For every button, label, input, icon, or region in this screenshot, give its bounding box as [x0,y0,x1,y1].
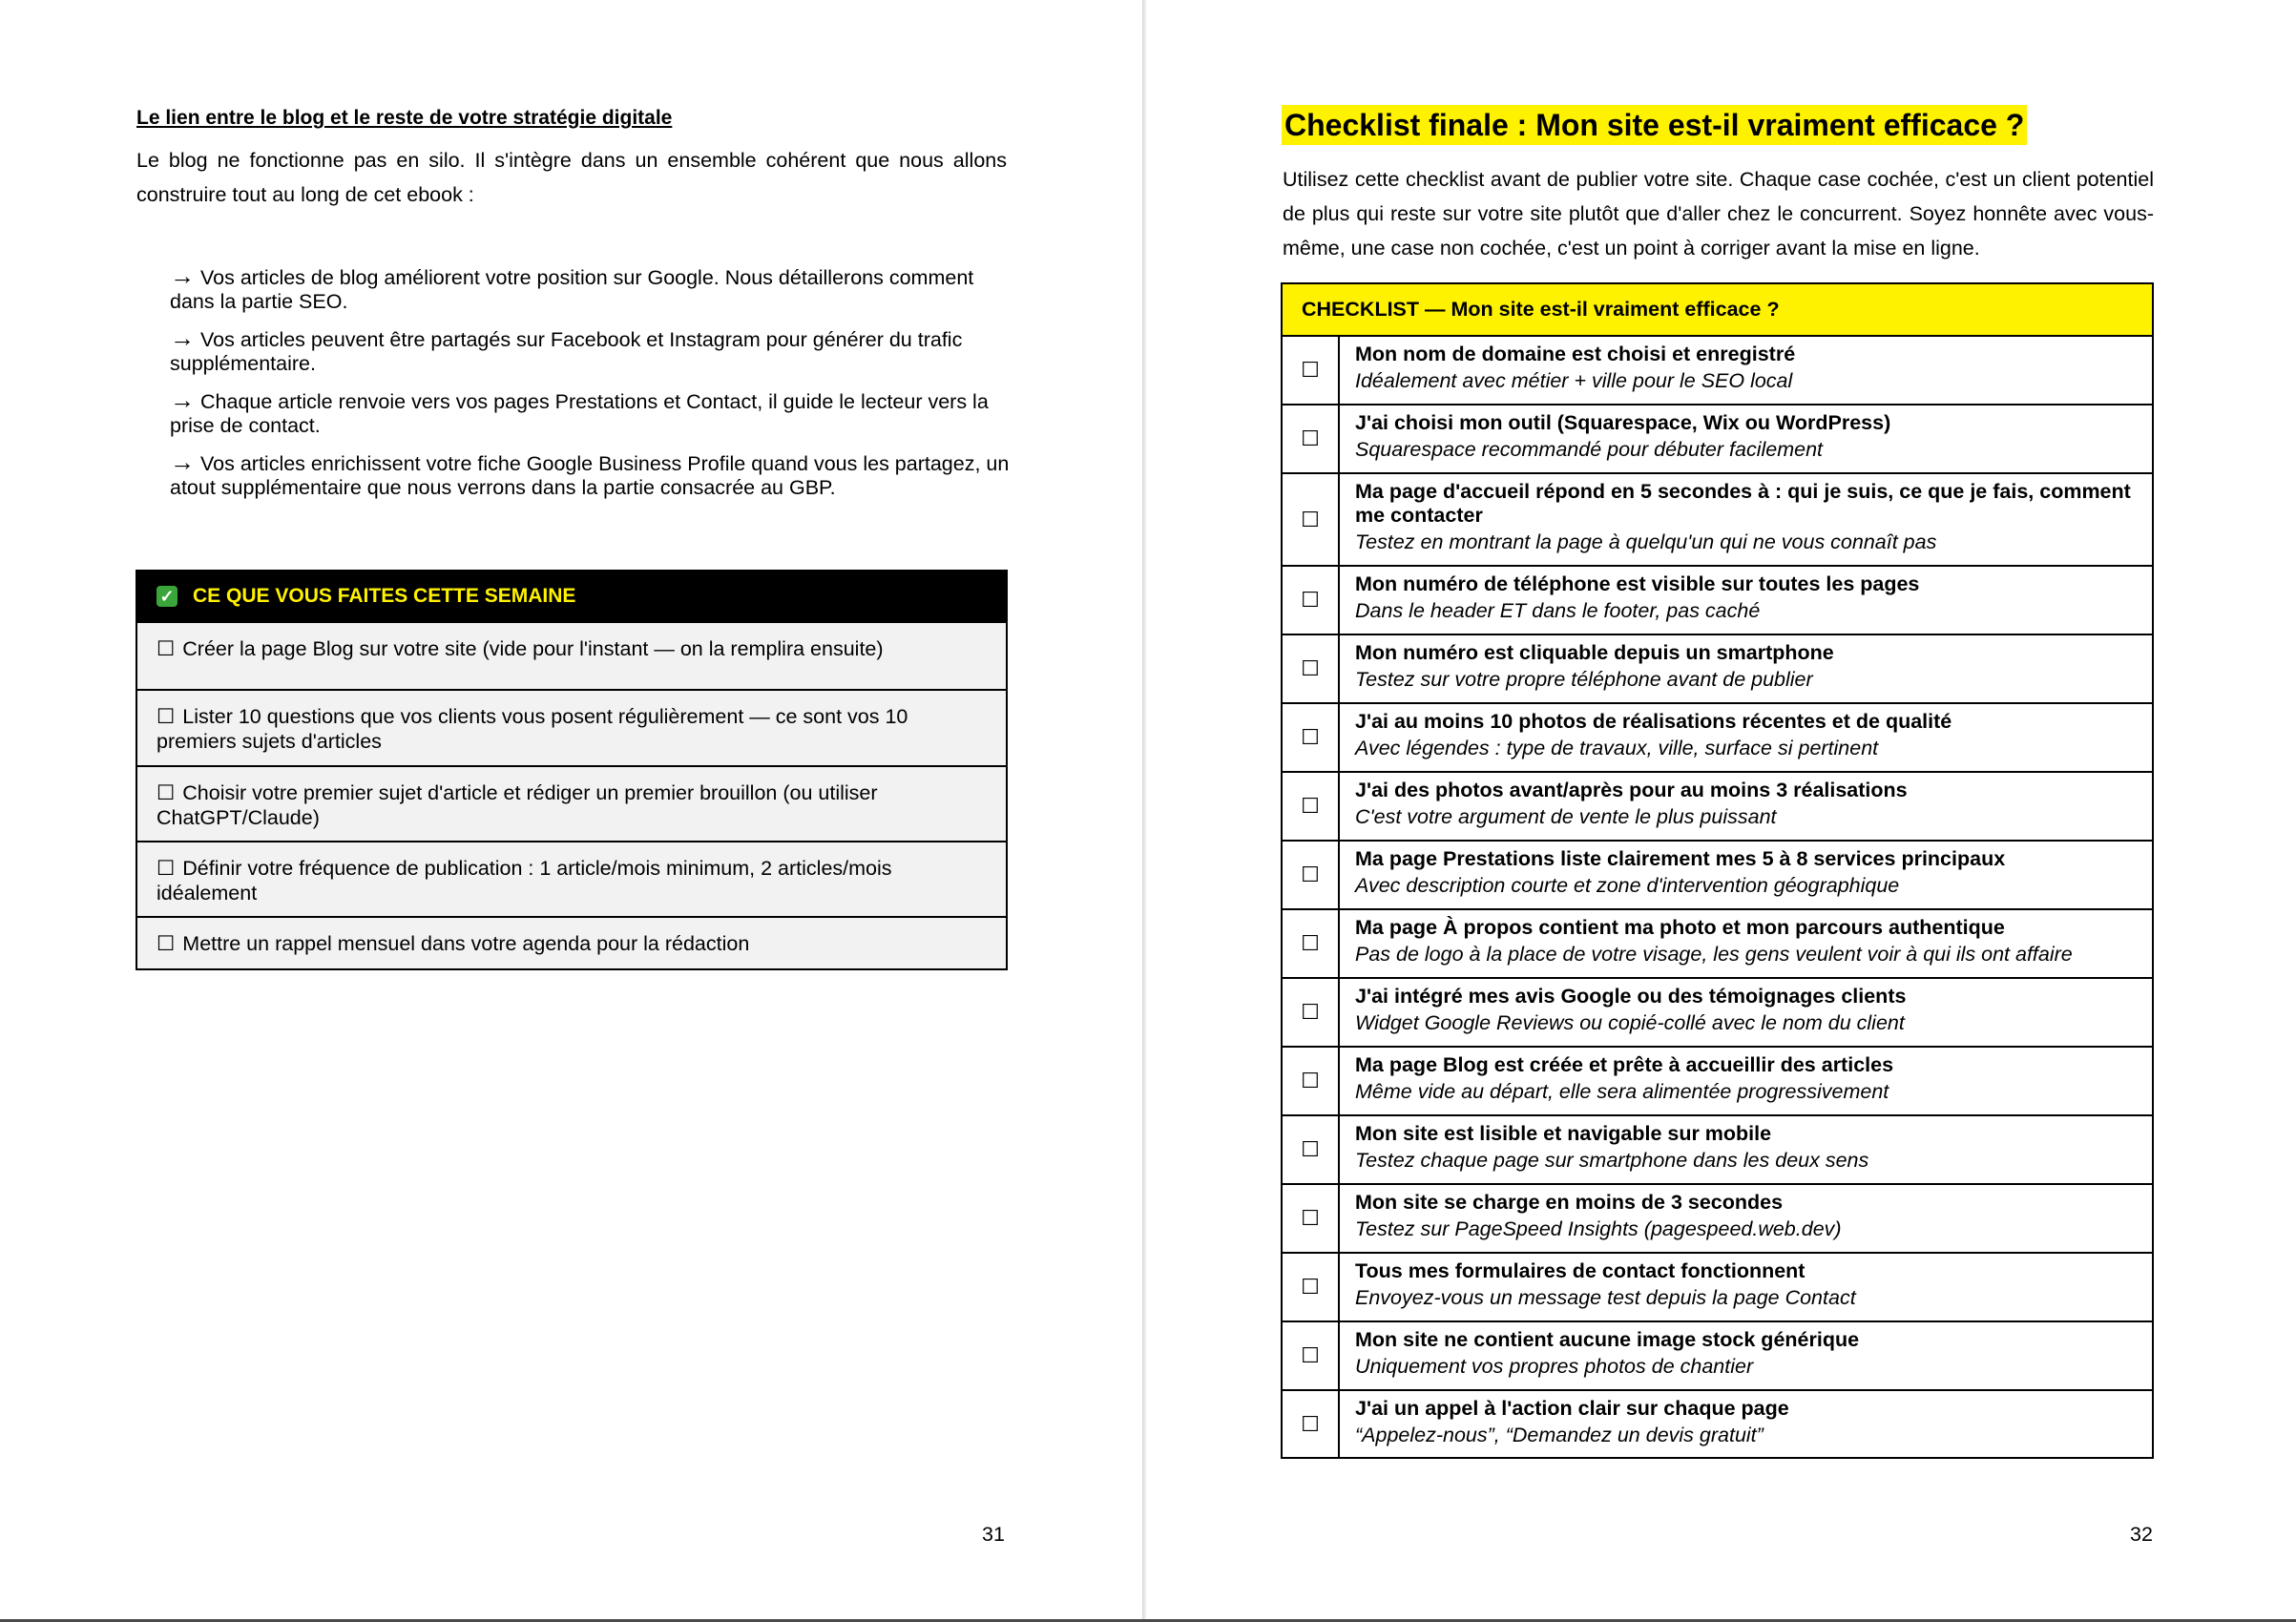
checklist-item-title: J'ai intégré mes avis Google ou des témoignages clients [1355,985,1907,1008]
task-text: Créer la page Blog sur votre site (vide pour l'instant — on la remplira ensuite) [182,637,884,660]
checklist-row [1283,1114,2152,1183]
checkbox-icon[interactable]: ☐ [1283,979,1340,1046]
checkbox-icon[interactable]: ☐ [1283,406,1340,472]
checklist-item-title: Ma page Prestations liste clairement mes 5 à 8 services principaux [1355,847,2006,870]
checklist-row [1283,908,2152,977]
checkbox-icon[interactable]: ☐ [157,857,176,880]
bullet-item [170,261,1010,314]
task-text: Choisir votre premier sujet d'article et rédiger un premier brouillon (ou utiliser ChatGPT/Claude) [157,781,878,829]
page-number: 32 [2130,1523,2153,1546]
checkbox-icon[interactable]: ☐ [1283,1322,1340,1389]
checklist-item-title: Mon numéro de téléphone est visible sur toutes les pages [1355,572,1920,595]
task-text: Mettre un rappel mensuel dans votre agenda pour la rédaction [182,932,750,955]
checklist-row [1283,771,2152,840]
bullet-text: Vos articles enrichissent votre fiche Google Business Profile quand vous les partagez, un atout supplémentaire que nous verrons dans la partie consacrée au GBP. [170,452,1010,499]
checklist-page-title: Checklist finale : Mon site est-il vraiment efficace ? [1282,105,2027,145]
checklist-item-subtitle: Testez sur PageSpeed Insights (pagespeed.web.dev) [1355,1217,1842,1240]
checklist-row [1283,565,2152,634]
bullet-text: Chaque article renvoie vers vos pages Prestations et Contact, il guide le lecteur vers la prise de contact. [170,390,989,437]
checklist-row [1283,1046,2152,1114]
bullet-list [170,261,1010,512]
checklist-intro-paragraph: Utilisez cette checklist avant de publier votre site. Chaque case cochée, c'est un client potentiel de plus qui reste sur votre site plutôt que d'aller chez le concurrent. Soyez honnête avec vous-même, une case non cochée, c'est un point à corriger avant la mise en ligne. [1283,168,2154,260]
checklist-item-title: Mon numéro est cliquable depuis un smartphone [1355,641,1834,664]
bullet-item [170,323,1010,376]
checklist-row [1283,335,2152,404]
checklist-item-title: J'ai un appel à l'action clair sur chaque page [1355,1397,1789,1420]
checkbox-icon[interactable]: ☐ [1283,1185,1340,1252]
check-mark-icon: ✓ [157,586,177,607]
checklist-table [1281,282,2154,1459]
intro-paragraph: Le blog ne fonctionne pas en silo. Il s'intègre dans un ensemble cohérent que nous allons construire tout au long de cet ebook : [136,149,1007,206]
checkbox-icon[interactable]: ☐ [1283,1391,1340,1457]
checkbox-icon[interactable]: ☐ [1283,1048,1340,1114]
checkbox-icon[interactable]: ☐ [1283,474,1340,565]
checklist-item-title: Ma page d'accueil répond en 5 secondes à : qui je suis, ce que je fais, comment me contacter [1355,480,2131,527]
checklist-item-subtitle: Testez en montrant la page à quelqu'un qui ne vous connaît pas [1355,530,1937,553]
page-left [0,0,1142,1619]
checklist-item-title: Ma page À propos contient ma photo et mon parcours authentique [1355,916,2005,939]
task-row[interactable] [137,765,1006,841]
task-row[interactable] [137,916,1006,968]
arrow-icon: → [170,385,195,414]
checklist-item-subtitle: Squarespace recommandé pour débuter facilement [1355,438,1824,461]
checkbox-icon[interactable]: ☐ [1283,1116,1340,1183]
checklist-item-subtitle: C'est votre argument de vente le plus puissant [1355,805,1777,828]
checkbox-icon[interactable]: ☐ [157,932,176,955]
page-number: 31 [982,1523,1005,1546]
bullet-text: Vos articles peuvent être partagés sur Facebook et Instagram pour générer du trafic supplémentaire. [170,328,963,375]
checkbox-icon[interactable]: ☐ [1283,910,1340,977]
checklist-item-subtitle: Testez chaque page sur smartphone dans les deux sens [1355,1149,1869,1172]
arrow-icon: → [170,261,195,290]
checklist-row [1283,702,2152,771]
bullet-item [170,385,1010,438]
checklist-row [1283,1320,2152,1389]
checklist-item-subtitle: Widget Google Reviews ou copié-collé avec le nom du client [1355,1011,1905,1034]
checkbox-icon[interactable]: ☐ [157,781,176,804]
checkbox-icon[interactable]: ☐ [1283,635,1340,702]
checklist-item-title: J'ai des photos avant/après pour au moins 3 réalisations [1355,779,1908,801]
weekly-tasks-title: CE QUE VOUS FAITES CETTE SEMAINE [193,585,576,607]
checkbox-icon[interactable]: ☐ [157,637,176,660]
checkbox-icon[interactable]: ☐ [1283,567,1340,634]
checklist-item-title: Mon site ne contient aucune image stock générique [1355,1328,1860,1351]
checklist-item-subtitle: Envoyez-vous un message test depuis la page Contact [1355,1286,1856,1309]
checklist-item-subtitle: Idéalement avec métier + ville pour le SEO local [1355,369,1793,392]
checklist-row [1283,840,2152,908]
weekly-tasks-box [136,570,1008,970]
checklist-row [1283,1389,2152,1457]
bullet-item [170,447,1010,500]
checklist-item-subtitle: Testez sur votre propre téléphone avant de publier [1355,668,1813,691]
checklist-item-subtitle: Avec légendes : type de travaux, ville, surface si pertinent [1355,737,1879,759]
task-text: Lister 10 questions que vos clients vous posent régulièrement — ce sont vos 10 premiers sujets d'articles [157,705,908,753]
checklist-row [1283,1183,2152,1252]
checkbox-icon[interactable]: ☐ [1283,773,1340,840]
checklist-row [1283,404,2152,472]
checkbox-icon[interactable]: ☐ [1283,842,1340,908]
section-heading: Le lien entre le blog et le reste de votre stratégie digitale [136,107,673,129]
task-row[interactable] [137,621,1006,689]
weekly-tasks-header [137,572,1006,621]
checklist-header: CHECKLIST — Mon site est-il vraiment efficace ? [1283,284,2152,335]
arrow-icon: → [170,323,195,352]
checklist-row [1283,1252,2152,1320]
checklist-item-title: Tous mes formulaires de contact fonctionnent [1355,1259,1805,1282]
checklist-row [1283,472,2152,565]
checklist-item-title: J'ai choisi mon outil (Squarespace, Wix ou WordPress) [1355,411,1891,434]
checklist-item-title: Ma page Blog est créée et prête à accueillir des articles [1355,1053,1894,1076]
checklist-item-title: J'ai au moins 10 photos de réalisations récentes et de qualité [1355,710,1952,733]
checklist-item-subtitle: Dans le header ET dans le footer, pas caché [1355,599,1761,622]
checklist-item-subtitle: Avec description courte et zone d'intervention géographique [1355,874,1900,897]
task-row[interactable] [137,689,1006,765]
checkbox-icon[interactable]: ☐ [1283,1254,1340,1320]
checklist-item-subtitle: Pas de logo à la place de votre visage, les gens veulent voir à qui ils ont affaire [1355,943,2073,966]
checklist-row [1283,977,2152,1046]
arrow-icon: → [170,447,195,476]
task-text: Définir votre fréquence de publication : 1 article/mois minimum, 2 articles/mois idéalement [157,857,892,905]
checklist-item-subtitle: Uniquement vos propres photos de chantier [1355,1355,1754,1378]
task-row[interactable] [137,841,1006,916]
checklist-item-title: Mon nom de domaine est choisi et enregistré [1355,343,1796,365]
checklist-item-title: Mon site est lisible et navigable sur mobile [1355,1122,1772,1145]
checklist-item-title: Mon site se charge en moins de 3 secondes [1355,1191,1784,1214]
checklist-item-subtitle: “Appelez-nous”, “Demandez un devis gratuit” [1355,1424,1764,1446]
checkbox-icon[interactable]: ☐ [157,705,176,728]
checklist-item-subtitle: Même vide au départ, elle sera alimentée progressivement [1355,1080,1889,1103]
checklist-row [1283,634,2152,702]
checkbox-icon[interactable]: ☐ [1283,704,1340,771]
bullet-text: Vos articles de blog améliorent votre position sur Google. Nous détaillerons comment dans la partie SEO. [170,266,974,313]
checkbox-icon[interactable]: ☐ [1283,337,1340,404]
